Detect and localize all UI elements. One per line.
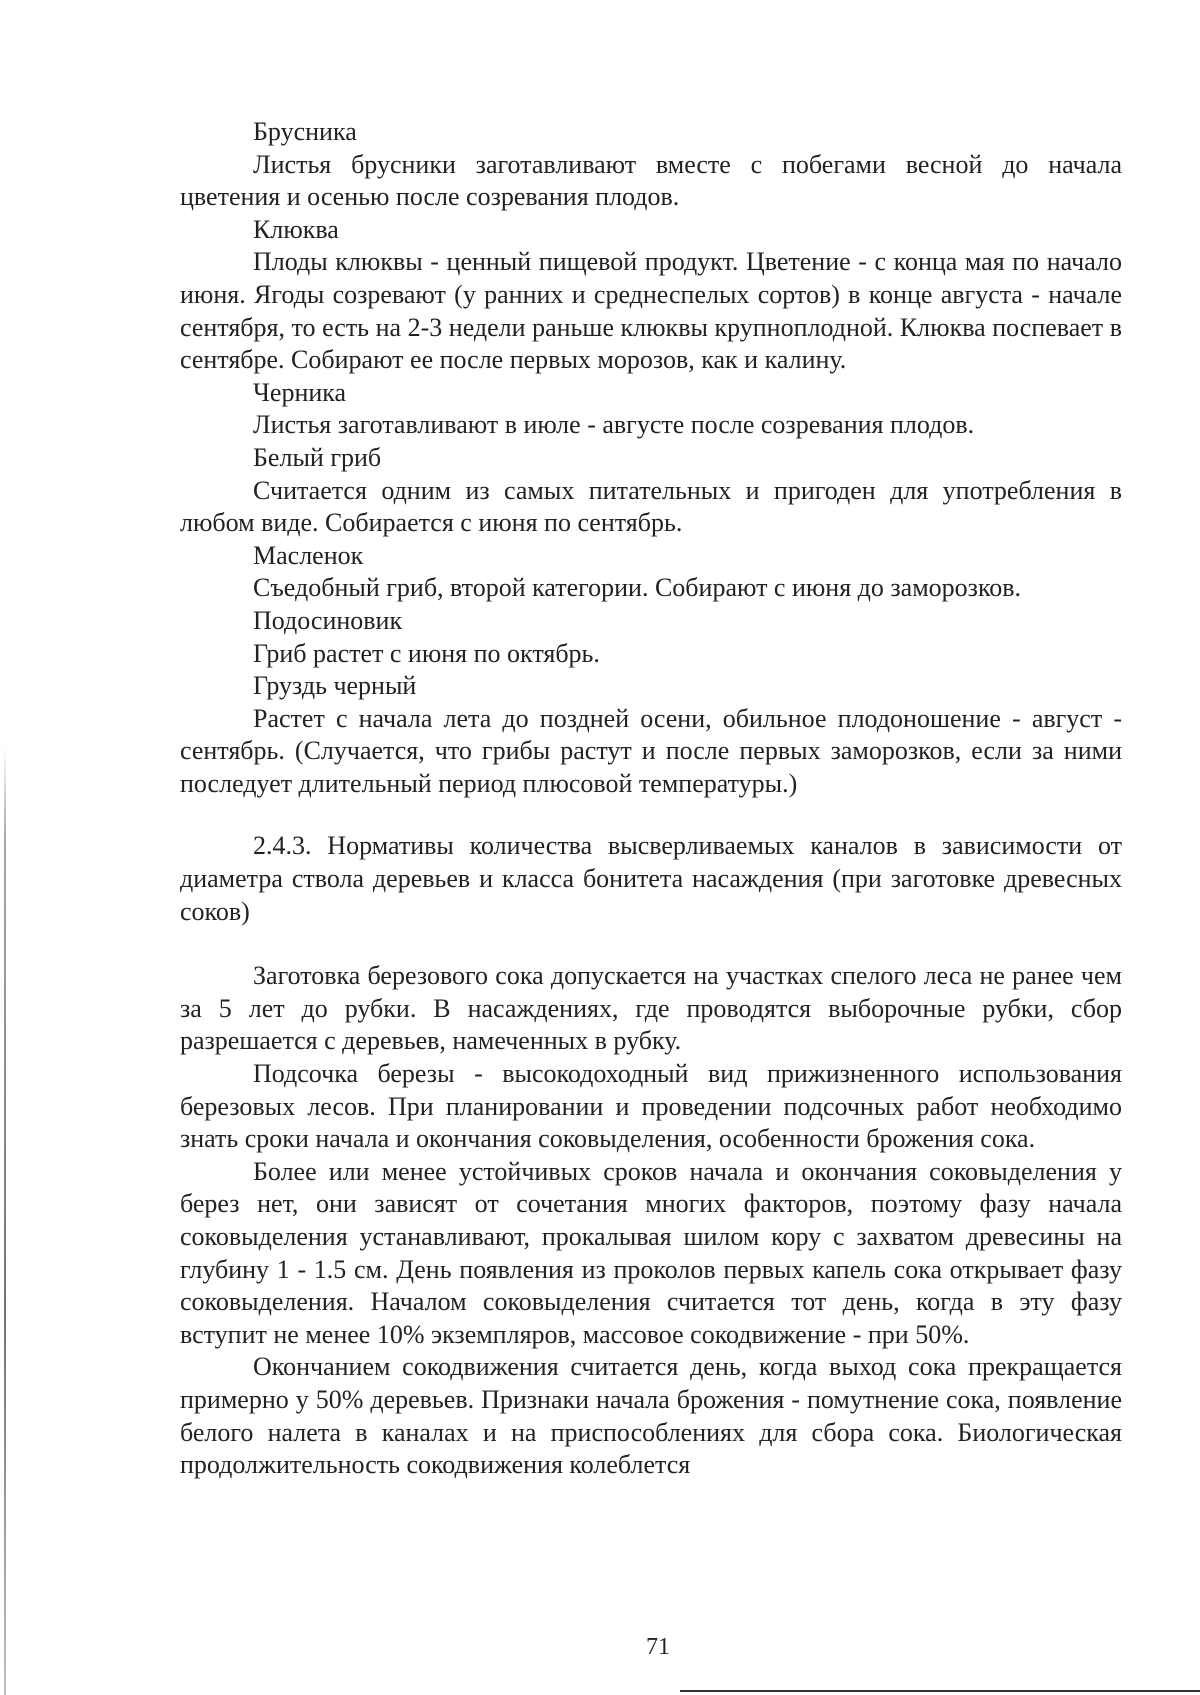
subsection-title: 2.4.3. Нормативы количества высверливаемых каналов в зависимости от диаметра ствола деревьев и класса бонитета насаждения (при заготовке древесных соков) xyxy=(180,831,1122,926)
scan-edge-shadow xyxy=(4,745,6,1695)
section-heading-suillus: Масленок xyxy=(253,540,364,570)
spacer xyxy=(180,928,1122,960)
section-heading-cranberry: Клюква xyxy=(253,214,339,244)
section-text-cranberry: Плоды клюквы - ценный пищевой продукт. Цветение - с конца мая по начало июня. Ягоды созревают (у ранних и среднеспелых сортов) в конце августа - начале сентября, то есть на 2-3 недели раньше клюквы крупноплодной. Клюква поспевает в сентябре. Собирают ее после первых морозов, как и калину. xyxy=(180,247,1122,375)
page-content xyxy=(180,116,1122,1482)
section-text-suillus: Съедобный гриб, второй категории. Собирают с июня до заморозков. xyxy=(253,573,1022,603)
section-text-orange-cap: Гриб растет с июня по октябрь. xyxy=(253,638,600,668)
section-text-blueberry: Листья заготавливают в июле - августе после созревания плодов. xyxy=(253,410,975,440)
body-paragraph-2: Подсочка березы - высокодоходный вид прижизненного использования березовых лесов. При планировании и проведении подсочных работ необходимо знать сроки начала и окончания соковыделения, особенности брожения сока. xyxy=(180,1059,1122,1154)
section-text-porcini: Считается одним из самых питательных и пригоден для употребления в любом виде. Собирается с июня по сентябрь. xyxy=(180,475,1122,538)
scan-bottom-line xyxy=(680,1690,1200,1692)
spacer xyxy=(180,800,1122,830)
section-heading-cowberry: Брусника xyxy=(253,117,357,146)
body-paragraph-4: Окончанием сокодвижения считается день, когда выход сока прекращается примерно у 50% деревьев. Признаки начала брожения - помутнение сока, появление белого налета в каналах и на приспособлениях для сбора сока. Биологическая продолжительность сокодвижения колеблется xyxy=(180,1352,1122,1480)
section-heading-orange-cap: Подосиновик xyxy=(253,605,403,635)
section-heading-porcini: Белый гриб xyxy=(253,442,382,472)
section-text-cowberry: Листья брусники заготавливают вместе с побегами весной до начала цветения и осенью после созревания плодов. xyxy=(180,149,1122,212)
section-text-black-milk-cap: Растет с начала лета до поздней осени, обильное плодоношение - август - сентябрь. (Случается, что грибы растут и после первых заморозков, если за ними последует длительный период плюсовой температуры.) xyxy=(180,703,1122,798)
page-number: 71 xyxy=(646,1634,670,1660)
section-heading-blueberry: Черника xyxy=(253,377,347,407)
section-heading-black-milk-cap: Груздь черный xyxy=(253,671,417,701)
body-paragraph-3: Более или менее устойчивых сроков начала и окончания соковыделения у берез нет, они зависят от сочетания многих факторов, поэтому фазу начала соковыделения устанавливают, прокалывая шилом кору с захватом древесины на глубину 1 - 1.5 см. День появления из проколов первых капель сока открывает фазу соковыделения. Началом соковыделения считается тот день, когда в эту фазу вступит не менее 10% экземпляров, массовое сокодвижение - при 50%. xyxy=(180,1156,1122,1349)
body-paragraph-1: Заготовка березового сока допускается на участках спелого леса не ранее чем за 5 лет до рубки. В насаждениях, где проводятся выборочные рубки, сбор разрешается с деревьев, намеченных в рубку. xyxy=(180,961,1122,1056)
